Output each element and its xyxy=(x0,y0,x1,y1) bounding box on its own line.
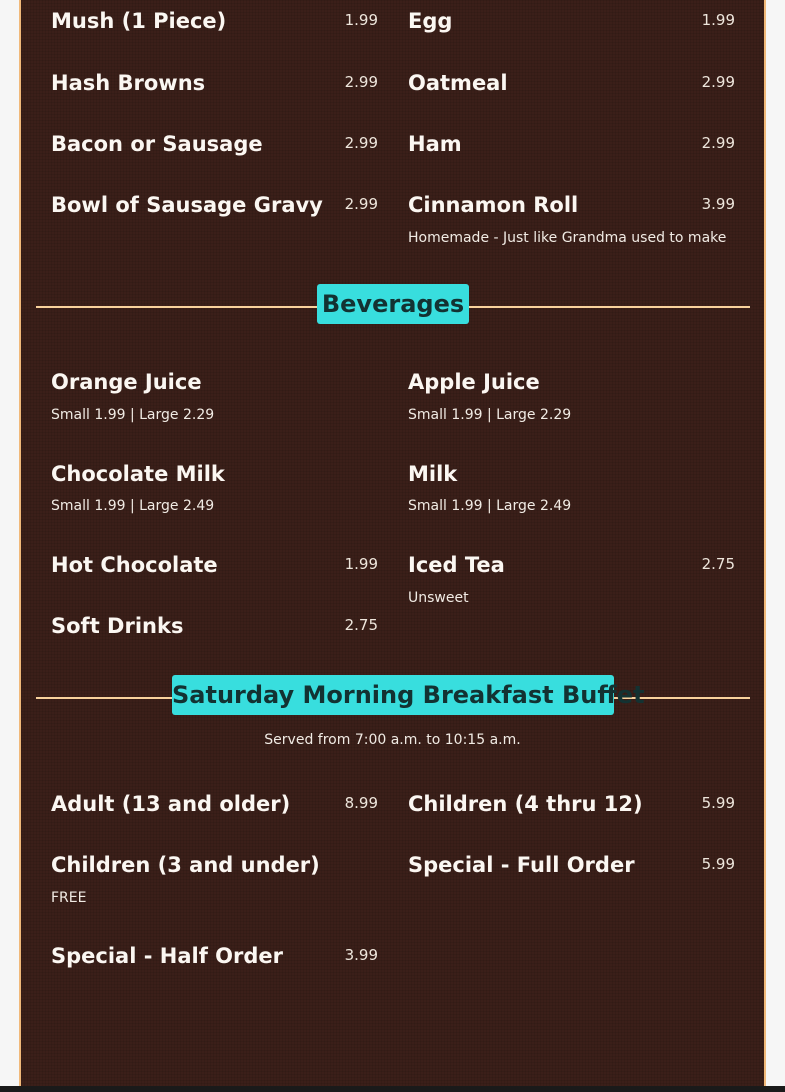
menu-board xyxy=(19,0,766,1090)
item-name: Hot Chocolate xyxy=(51,553,218,577)
item-description: Unsweet xyxy=(408,590,469,606)
item-price: 1.99 xyxy=(701,11,735,29)
item-name: Adult (13 and older) xyxy=(51,792,291,816)
item-price: 5.99 xyxy=(701,855,735,873)
item-name: Egg xyxy=(408,9,453,33)
item-name: Children (4 thru 12) xyxy=(408,792,643,816)
item-price: 2.75 xyxy=(344,616,378,634)
item-description: Small 1.99 | Large 2.49 xyxy=(51,498,215,514)
item-name: Special - Half Order xyxy=(51,944,283,968)
item-price: 1.99 xyxy=(344,555,378,573)
item-price: 8.99 xyxy=(344,794,378,812)
item-name: Special - Full Order xyxy=(408,853,635,877)
section-title-beverages: Beverages xyxy=(317,284,469,324)
item-description: Small 1.99 | Large 2.29 xyxy=(51,407,215,423)
item-description: Small 1.99 | Large 2.29 xyxy=(408,407,572,423)
item-price: 3.99 xyxy=(344,946,378,964)
item-name: Mush (1 Piece) xyxy=(51,9,227,33)
item-price: 2.99 xyxy=(344,134,378,152)
item-name: Ham xyxy=(408,132,462,156)
item-price: 2.99 xyxy=(344,195,378,213)
item-name: Milk xyxy=(408,462,458,486)
item-description: FREE xyxy=(51,890,87,906)
item-name: Bacon or Sausage xyxy=(51,132,263,156)
item-price: 2.75 xyxy=(701,555,735,573)
item-price: 3.99 xyxy=(701,195,735,213)
item-name: Bowl of Sausage Gravy xyxy=(51,193,323,217)
item-price: 2.99 xyxy=(344,73,378,91)
item-name: Hash Browns xyxy=(51,71,206,95)
section-note: Served from 7:00 a.m. to 10:15 a.m. xyxy=(264,732,521,748)
bottom-edge xyxy=(0,1086,785,1092)
item-price: 1.99 xyxy=(344,11,378,29)
item-name: Apple Juice xyxy=(408,370,540,394)
item-name: Soft Drinks xyxy=(51,614,184,638)
item-description: Small 1.99 | Large 2.49 xyxy=(408,498,572,514)
item-price: 5.99 xyxy=(701,794,735,812)
item-description: Homemade - Just like Grandma used to make xyxy=(408,230,727,246)
item-name: Iced Tea xyxy=(408,553,505,577)
item-price: 2.99 xyxy=(701,73,735,91)
item-name: Children (3 and under) xyxy=(51,853,320,877)
item-name: Oatmeal xyxy=(408,71,508,95)
item-name: Chocolate Milk xyxy=(51,462,225,486)
item-name: Cinnamon Roll xyxy=(408,193,579,217)
item-name: Orange Juice xyxy=(51,370,202,394)
item-price: 2.99 xyxy=(701,134,735,152)
section-title-buffet: Saturday Morning Breakfast Buffet xyxy=(172,675,614,715)
